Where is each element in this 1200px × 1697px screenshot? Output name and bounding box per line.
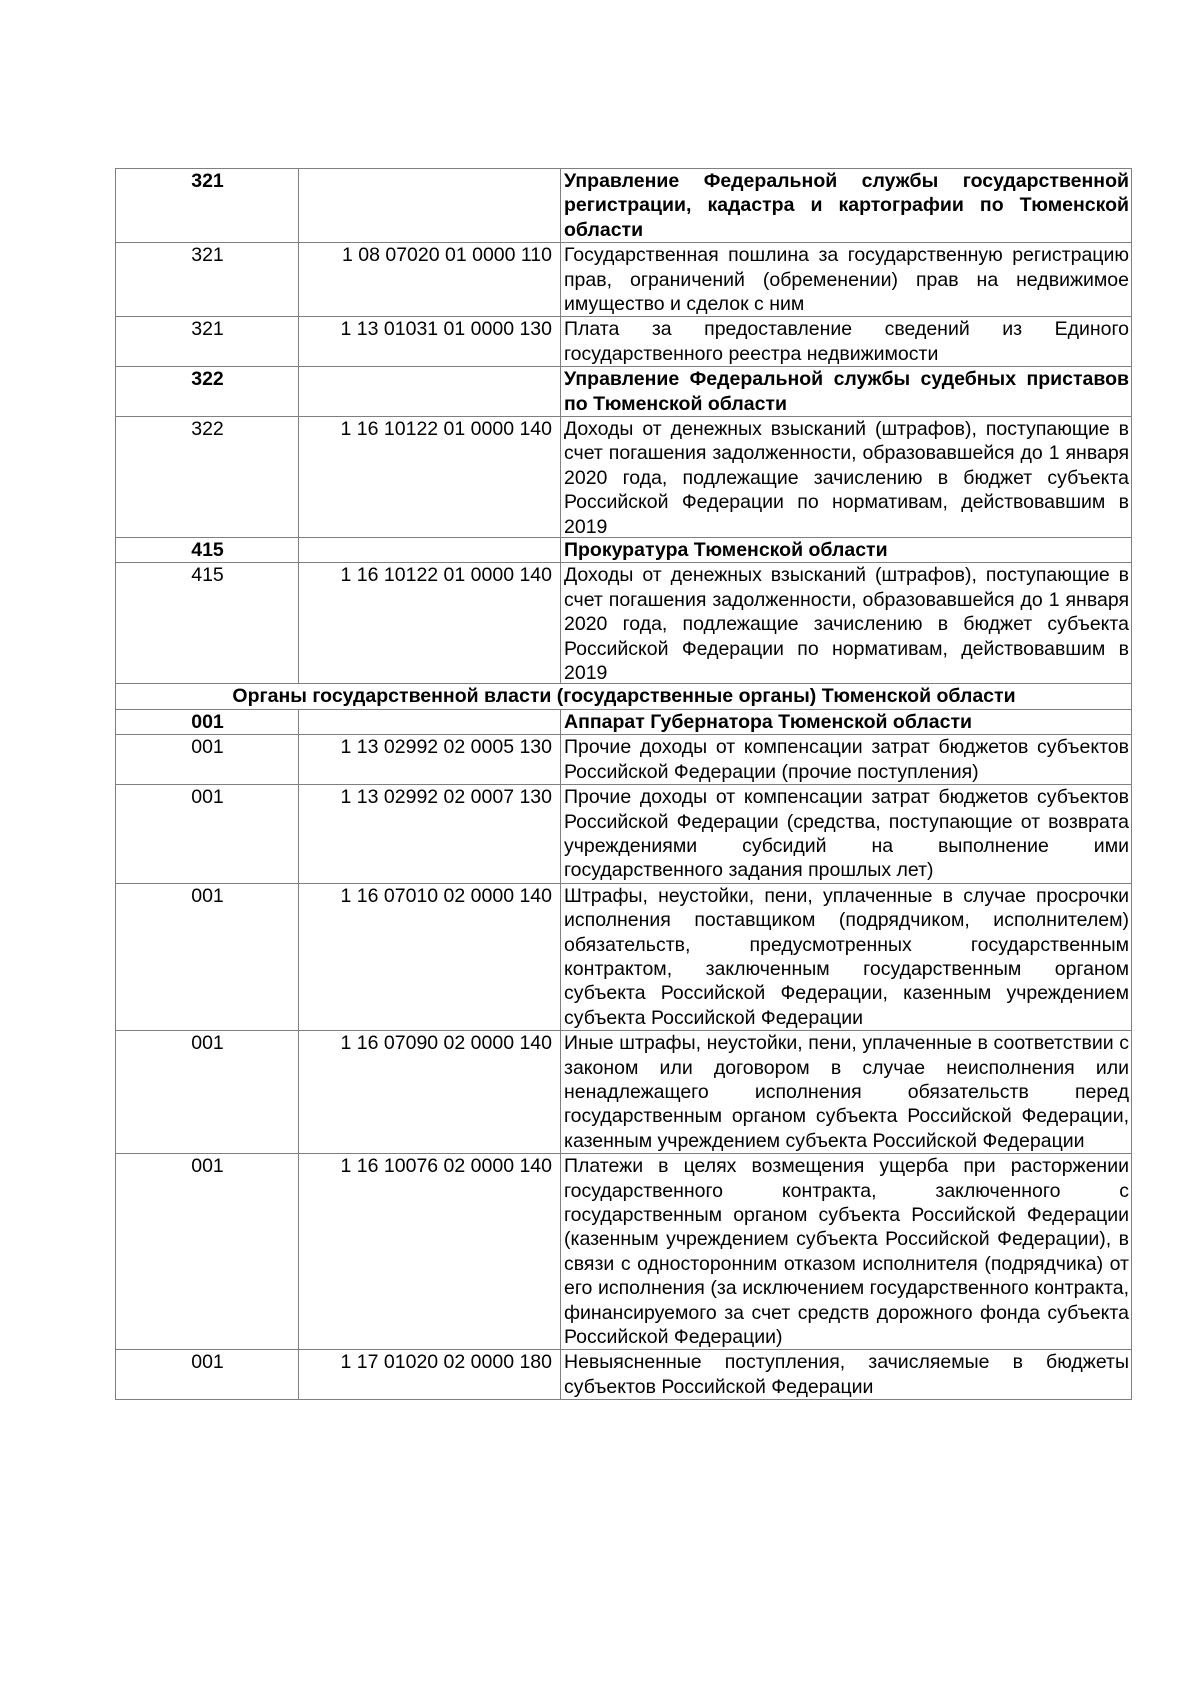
- admin-code-cell: 001: [116, 1031, 299, 1154]
- revenue-description-cell: [561, 1154, 1132, 1350]
- budget-code-cell: 1 08 07020 01 0000 110: [299, 243, 561, 317]
- table-row: [116, 735, 1132, 785]
- table-row: [116, 883, 1132, 1030]
- description-text: Плата за предоставление сведений из Единого государственного реестра недвижимости: [564, 318, 1129, 365]
- description-text: Прокуратура Тюменской области: [564, 539, 888, 562]
- description-text: Невыясненные поступления, зачисляемые в бюджеты субъектов Российской Федерации: [564, 1351, 1129, 1398]
- revenue-description-cell: [561, 1350, 1132, 1400]
- budget-code-cell: 1 16 07090 02 0000 140: [299, 1031, 561, 1154]
- admin-code-cell: 001: [116, 785, 299, 884]
- budget-code-cell: 1 13 02992 02 0005 130: [299, 735, 561, 785]
- budget-code-cell: [299, 709, 561, 734]
- section-title: Органы государственной власти (государственные органы) Тюменской области: [116, 684, 1132, 709]
- table-row: [116, 417, 1132, 538]
- description-text: Доходы от денежных взысканий (штрафов), поступающие в счет погашения задолженности, образовавшейся до 1 января 2020 года, подлежащие зачислению в бюджет субъекта Российской Федерации по нормативам, действовавшим в 2019: [564, 418, 1129, 538]
- table-row: [116, 563, 1132, 684]
- description-text: Доходы от денежных взысканий (штрафов), поступающие в счет погашения задолженности, образовавшейся до 1 января 2020 года, подлежащие зачислению в бюджет субъекта Российской Федерации по нормативам, действовавшим в 2019: [564, 564, 1129, 684]
- agency-name-cell: [561, 367, 1132, 417]
- agency-row: [116, 169, 1132, 243]
- budget-code-cell: 1 17 01020 02 0000 180: [299, 1350, 561, 1400]
- table-row: [116, 785, 1132, 884]
- revenue-description-cell: [561, 563, 1132, 684]
- revenue-description-cell: [561, 317, 1132, 367]
- table-row: [116, 1154, 1132, 1350]
- agency-row: [116, 709, 1132, 734]
- description-text: Платежи в целях возмещения ущерба при расторжении государственного контракта, заключенного с государственным органом субъекта Российской Федерации (казенным учреждением субъекта Российской Федерации), в связи с односторонним отказом исполнителя (подрядчика) от его исполнения (за исключением государственного контракта, финансируемого за счет средств дорожного фонда субъекта Российской Федерации): [564, 1155, 1129, 1349]
- description-text: Управление Федеральной службы судебных приставов по Тюменской области: [564, 368, 1129, 415]
- agency-name-cell: [561, 169, 1132, 243]
- table-row: [116, 317, 1132, 367]
- admin-code-cell: 415: [116, 563, 299, 684]
- revenue-description-cell: [561, 785, 1132, 884]
- revenue-description-cell: [561, 883, 1132, 1030]
- section-row: [116, 684, 1132, 709]
- revenue-description-cell: [561, 417, 1132, 538]
- table-row: [116, 1031, 1132, 1154]
- admin-code-cell: 001: [116, 883, 299, 1030]
- description-text: Государственная пошлина за государственную регистрацию прав, ограничений (обременении) прав на недвижимое имущество и сделок с ним: [564, 244, 1129, 316]
- admin-code-cell: 001: [116, 1154, 299, 1350]
- budget-code-cell: 1 13 01031 01 0000 130: [299, 317, 561, 367]
- description-text: Иные штрафы, неустойки, пени, уплаченные в соответствии с законом или договором в случае неисполнения или ненадлежащего исполнения обязательств перед государственным органом субъекта Российской Федерации, казенным учреждением субъекта Российской Федерации: [564, 1032, 1129, 1152]
- admin-code-cell: 415: [116, 538, 299, 563]
- agency-name-cell: [561, 709, 1132, 734]
- admin-code-cell: 001: [116, 709, 299, 734]
- revenue-description-cell: [561, 1031, 1132, 1154]
- description-text: Прочие доходы от компенсации затрат бюджетов субъектов Российской Федерации (прочие поступления): [564, 736, 1129, 783]
- budget-code-cell: 1 16 10122 01 0000 140: [299, 417, 561, 538]
- admin-code-cell: 001: [116, 1350, 299, 1400]
- agency-row: [116, 538, 1132, 563]
- agency-row: [116, 367, 1132, 417]
- revenue-description-cell: [561, 243, 1132, 317]
- description-text: Аппарат Губернатора Тюменской области: [564, 710, 973, 733]
- budget-code-cell: 1 13 02992 02 0007 130: [299, 785, 561, 884]
- admin-code-cell: 322: [116, 367, 299, 417]
- budget-code-cell: 1 16 10076 02 0000 140: [299, 1154, 561, 1350]
- description-text: Управление Федеральной службы государственной регистрации, кадастра и картографии по Тюменской области: [564, 170, 1129, 241]
- admin-code-cell: 321: [116, 243, 299, 317]
- table-body: [116, 169, 1132, 1400]
- budget-code-cell: [299, 367, 561, 417]
- budget-code-cell: 1 16 07010 02 0000 140: [299, 883, 561, 1030]
- table-row: [116, 1350, 1132, 1400]
- admin-code-cell: 001: [116, 735, 299, 785]
- revenue-description-cell: [561, 735, 1132, 785]
- revenue-codes-table: [115, 168, 1132, 1400]
- agency-name-cell: [561, 538, 1132, 563]
- description-text: Прочие доходы от компенсации затрат бюджетов субъектов Российской Федерации (средства, поступающие от возврата учреждениями субсидий на выполнение ими государственного задания прошлых лет): [564, 786, 1129, 882]
- budget-code-cell: 1 16 10122 01 0000 140: [299, 563, 561, 684]
- description-text: Штрафы, неустойки, пени, уплаченные в случае просрочки исполнения поставщиком (подрядчиком, исполнителем) обязательств, предусмотренных государственным контрактом, заключенным государственным органом субъекта Российской Федерации, казенным учреждением субъекта Российской Федерации: [564, 884, 1129, 1029]
- admin-code-cell: 321: [116, 169, 299, 243]
- admin-code-cell: 321: [116, 317, 299, 367]
- budget-code-cell: [299, 538, 561, 563]
- admin-code-cell: 322: [116, 417, 299, 538]
- table-row: [116, 243, 1132, 317]
- budget-code-cell: [299, 169, 561, 243]
